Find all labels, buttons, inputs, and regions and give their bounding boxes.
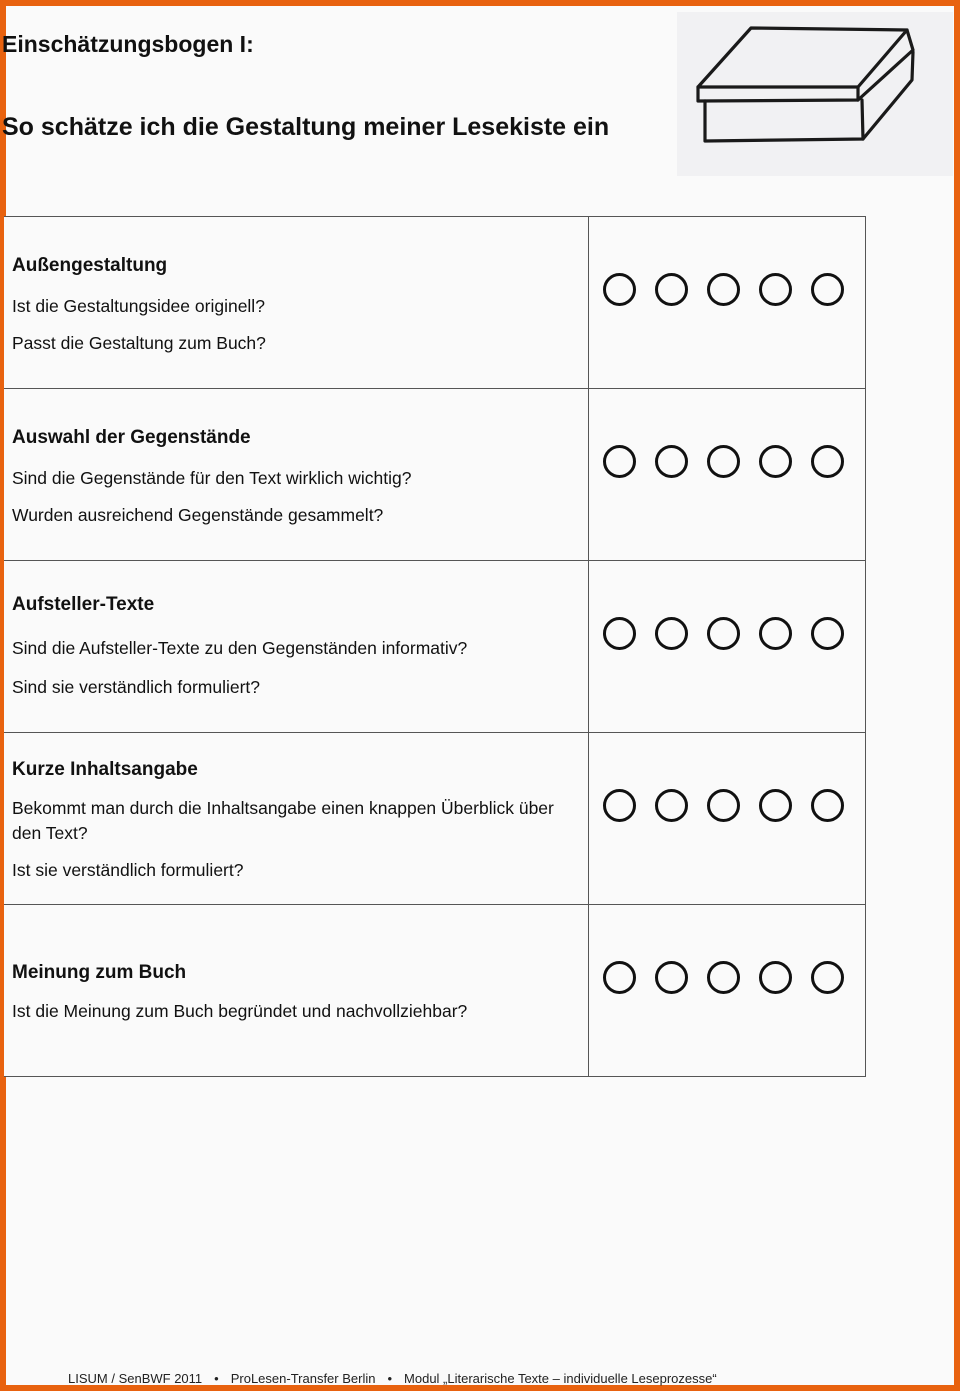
criterion-title: Auswahl der Gegenstände <box>12 427 251 448</box>
rating-circle-4[interactable] <box>759 445 792 478</box>
footer-org: LISUM / SenBWF 2011 <box>68 1371 203 1386</box>
criterion-question: Wurden ausreichend Gegenstände gesammelt? <box>12 505 384 525</box>
rating-circle-2[interactable] <box>655 789 688 822</box>
criterion-question: Bekommt man durch die Inhaltsangabe einen knappen Überblick über den Text? <box>12 798 554 843</box>
rating-circle-4[interactable] <box>759 273 792 306</box>
box-sketch-icon <box>677 12 953 176</box>
rating-circle-3[interactable] <box>707 445 740 478</box>
footer-bullet-1: • <box>214 1371 219 1386</box>
rating-options <box>603 273 844 306</box>
criterion-question: Ist die Gestaltungsidee originell? <box>12 296 265 316</box>
rating-circle-1[interactable] <box>603 273 636 306</box>
rating-cell <box>589 389 866 561</box>
criterion-title: Meinung zum Buch <box>12 962 187 983</box>
criterion-text-cell <box>4 561 589 733</box>
rating-circle-5[interactable] <box>811 617 844 650</box>
criterion-row <box>4 905 866 1077</box>
criterion-row <box>4 389 866 561</box>
rating-circle-4[interactable] <box>759 789 792 822</box>
rating-circle-2[interactable] <box>655 617 688 650</box>
rating-options <box>603 961 844 994</box>
rating-cell <box>589 905 866 1077</box>
criterion-question: Sind sie verständlich formuliert? <box>12 677 261 697</box>
rating-options <box>603 617 844 650</box>
criterion-text-cell <box>4 389 589 561</box>
page-title: Einschätzungsbogen I: <box>2 31 254 57</box>
criterion-text-cell <box>4 217 589 389</box>
rating-options <box>603 789 844 822</box>
footer-module: Modul „Literarische Texte – individuelle Leseprozesse“ <box>404 1371 717 1386</box>
rating-circle-1[interactable] <box>603 617 636 650</box>
criterion-text-cell <box>4 905 589 1077</box>
rating-cell <box>589 217 866 389</box>
rating-options <box>603 445 844 478</box>
rating-circle-5[interactable] <box>811 273 844 306</box>
page-subtitle: So schätze ich die Gestaltung meiner Lesekiste ein <box>2 113 610 141</box>
rating-circle-4[interactable] <box>759 617 792 650</box>
criterion-text-cell <box>4 733 589 905</box>
rating-cell <box>589 561 866 733</box>
rating-circle-3[interactable] <box>707 273 740 306</box>
criterion-row <box>4 561 866 733</box>
footer <box>68 1371 717 1386</box>
criterion-question: Sind die Aufsteller-Texte zu den Gegenständen informativ? <box>12 638 468 658</box>
rating-circle-5[interactable] <box>811 789 844 822</box>
criterion-row <box>4 217 866 389</box>
rating-circle-3[interactable] <box>707 961 740 994</box>
rating-circle-2[interactable] <box>655 961 688 994</box>
criterion-title: Aufsteller-Texte <box>12 594 155 615</box>
criterion-question: Ist sie verständlich formuliert? <box>12 860 244 880</box>
rating-circle-2[interactable] <box>655 445 688 478</box>
footer-bullet-2: • <box>387 1371 393 1386</box>
rating-circle-3[interactable] <box>707 789 740 822</box>
criterion-title: Kurze Inhaltsangabe <box>12 759 198 780</box>
criterion-question: Ist die Meinung zum Buch begründet und nachvollziehbar? <box>12 1001 468 1021</box>
rating-cell <box>589 733 866 905</box>
criterion-title: Außengestaltung <box>12 255 168 276</box>
rating-circle-2[interactable] <box>655 273 688 306</box>
rating-circle-1[interactable] <box>603 961 636 994</box>
rating-circle-1[interactable] <box>603 789 636 822</box>
criterion-question: Sind die Gegenstände für den Text wirklich wichtig? <box>12 468 412 488</box>
rating-table <box>4 216 866 1077</box>
footer-project: ProLesen-Transfer Berlin <box>230 1371 376 1386</box>
rating-circle-1[interactable] <box>603 445 636 478</box>
rating-circle-5[interactable] <box>811 961 844 994</box>
criterion-row <box>4 733 866 905</box>
rating-circle-3[interactable] <box>707 617 740 650</box>
rating-circle-4[interactable] <box>759 961 792 994</box>
rating-circle-5[interactable] <box>811 445 844 478</box>
criterion-question: Passt die Gestaltung zum Buch? <box>12 333 266 353</box>
